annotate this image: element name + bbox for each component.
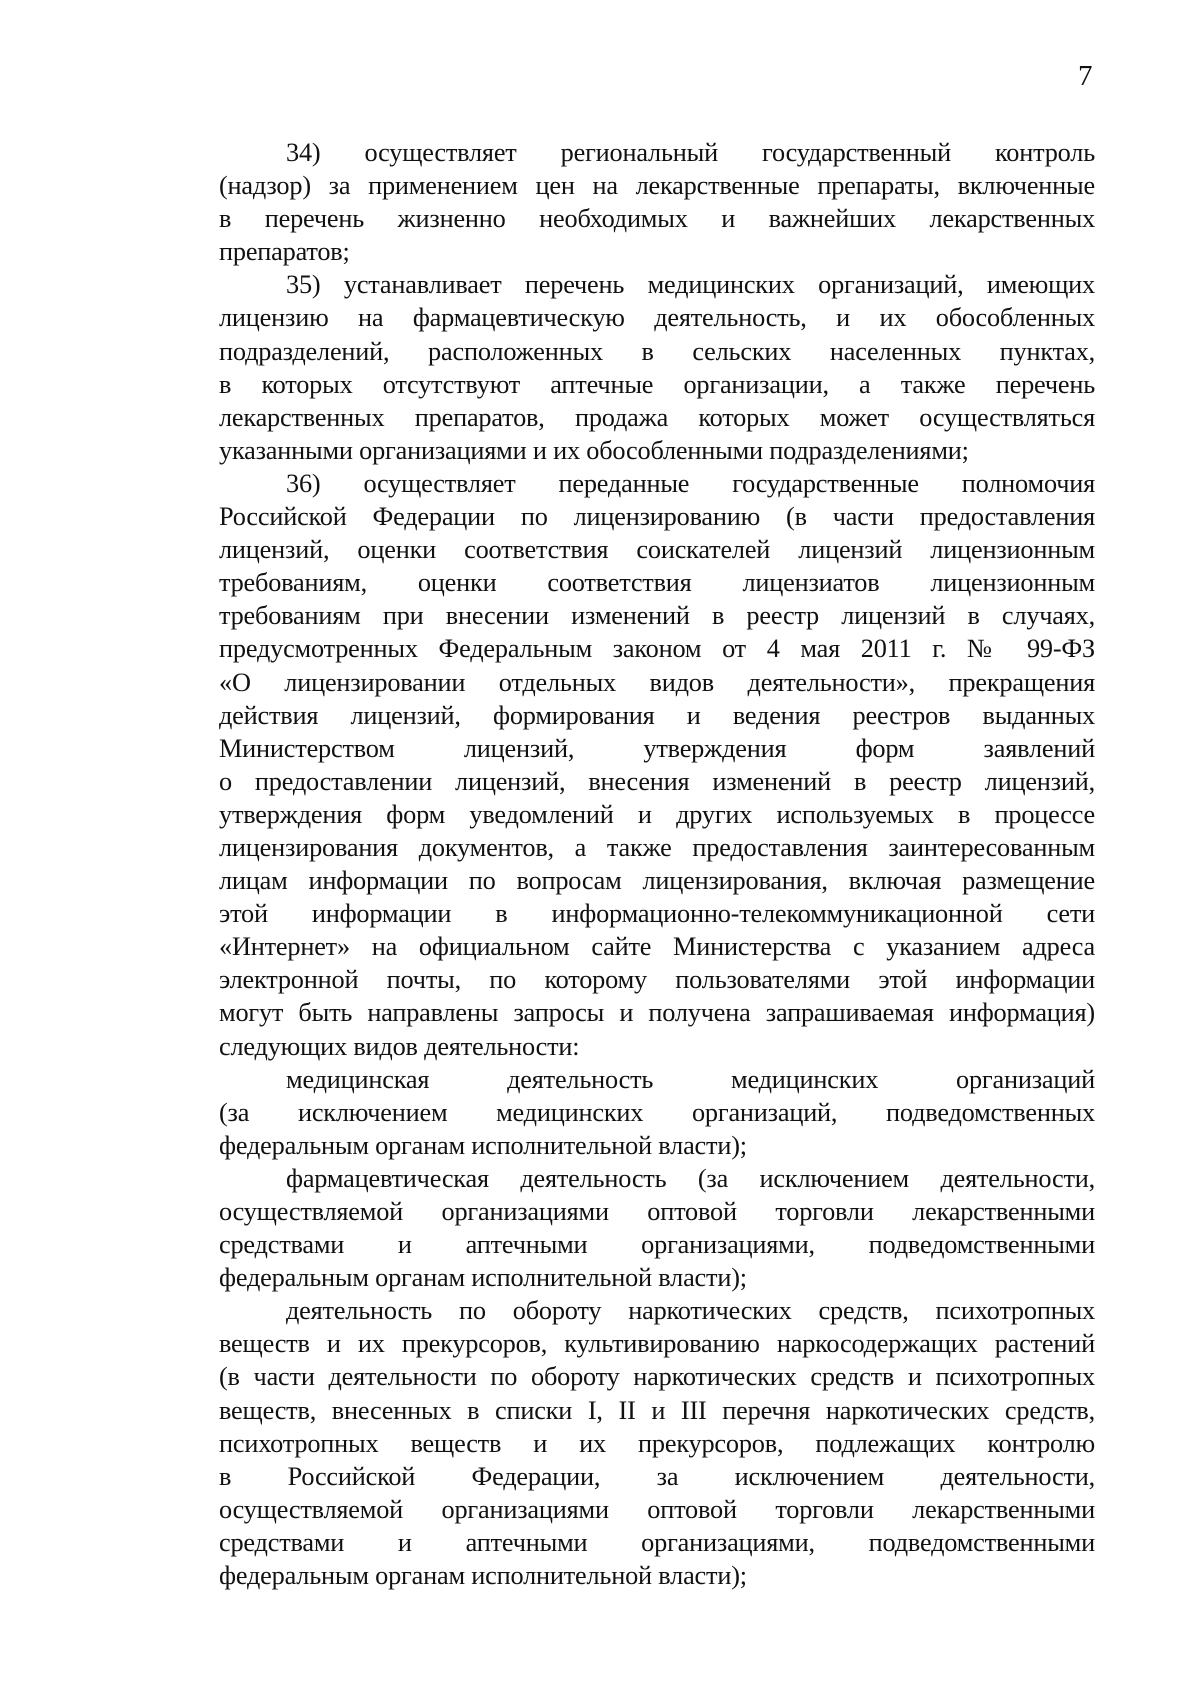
text-line: электронной почты, по которому пользователями этой информации: [219, 965, 1095, 995]
text-line: (за исключением медицинских организаций, подведомственных: [219, 1097, 1095, 1127]
text-line: веществ и их прекурсоров, культивированию наркосодержащих растений: [219, 1329, 1095, 1359]
paragraph-activity-medical: [219, 1063, 1095, 1162]
text-line: могут быть направлены запросы и получена запрашиваемая информация): [219, 998, 1095, 1028]
text-line: требованиям, оценки соответствия лицензиатов лицензионным: [219, 568, 1095, 598]
text-line: средствами и аптечными организациями, подведомственными: [219, 1527, 1095, 1557]
paragraph-activity-pharmaceutical: [219, 1162, 1095, 1294]
text-line: психотропных веществ и их прекурсоров, подлежащих контролю: [219, 1428, 1095, 1458]
text-line: Российской Федерации по лицензированию (в части предоставления: [219, 502, 1095, 532]
text-line: федеральным органам исполнительной власти);: [219, 1561, 747, 1591]
text-line: утверждения форм уведомлений и других используемых в процессе: [219, 799, 1095, 829]
text-line: в перечень жизненно необходимых и важнейших лекарственных: [219, 204, 1095, 234]
text-line: предусмотренных Федеральным законом от 4 мая 2011 г. № 99-ФЗ: [219, 634, 1095, 664]
text-line: 36) осуществляет переданные государственные полномочия: [286, 468, 1095, 498]
paragraph-item-35: [219, 268, 1095, 467]
text-line: средствами и аптечными организациями, подведомственными: [219, 1230, 1095, 1260]
text-line: федеральным органам исполнительной власти);: [219, 1263, 747, 1293]
text-line: осуществляемой организациями оптовой торговли лекарственными: [219, 1197, 1095, 1226]
text-line: «Интернет» на официальном сайте Министерства с указанием адреса: [219, 932, 1095, 962]
text-line: этой информации в информационно-телекоммуникационной сети: [219, 899, 1095, 929]
text-line: в Российской Федерации, за исключением деятельности,: [219, 1461, 1095, 1491]
text-line: в которых отсутствуют аптечные организации, а также перечень: [219, 369, 1095, 399]
text-line: о предоставлении лицензий, внесения изменений в реестр лицензий,: [219, 766, 1095, 796]
text-line: лицам информации по вопросам лицензирования, включая размещение: [219, 866, 1095, 896]
text-line: Министерством лицензий, утверждения форм заявлений: [219, 733, 1095, 763]
text-line: следующих видов деятельности:: [219, 1031, 580, 1061]
text-line: 34) осуществляет региональный государственный контроль: [286, 138, 1095, 167]
text-line: препаратов;: [219, 237, 350, 267]
text-line: 35) устанавливает перечень медицинских организаций, имеющих: [286, 270, 1095, 300]
text-line: фармацевтическая деятельность (за исключением деятельности,: [286, 1163, 1095, 1193]
text-line: лекарственных препаратов, продажа которых может осуществляться: [219, 402, 1095, 432]
page-number: 7: [1078, 60, 1093, 92]
text-line: лицензий, оценки соответствия соискателей лицензий лицензионным: [219, 535, 1095, 565]
text-line: указанными организациями и их обособленными подразделениями;: [219, 435, 969, 465]
paragraph-activity-narcotics: [219, 1294, 1095, 1592]
text-line: осуществляемой организациями оптовой торговли лекарственными: [219, 1494, 1095, 1524]
text-line: лицензирования документов, а также предоставления заинтересованным: [219, 832, 1095, 862]
paragraph-item-34: [219, 136, 1095, 268]
text-line: лицензию на фармацевтическую деятельность, и их обособленных: [219, 303, 1095, 333]
text-line: «О лицензировании отдельных видов деятельности», прекращения: [219, 667, 1095, 697]
text-line: действия лицензий, формирования и ведения реестров выданных: [219, 700, 1095, 730]
text-line: медицинская деятельность медицинских организаций: [286, 1064, 1095, 1094]
document-body: [219, 136, 1095, 1592]
paragraph-item-36: [219, 467, 1095, 1063]
text-line: требованиям при внесении изменений в реестр лицензий в случаях,: [219, 601, 1095, 631]
text-line: федеральным органам исполнительной власти);: [219, 1130, 747, 1160]
text-line: (в части деятельности по обороту наркотических средств и психотропных: [219, 1362, 1095, 1392]
text-line: деятельность по обороту наркотических средств, психотропных: [286, 1296, 1095, 1326]
text-line: подразделений, расположенных в сельских населенных пунктах,: [219, 336, 1095, 366]
text-line: (надзор) за применением цен на лекарственные препараты, включенные: [219, 171, 1095, 201]
text-line: веществ, внесенных в списки I, II и III перечня наркотических средств,: [219, 1395, 1095, 1425]
